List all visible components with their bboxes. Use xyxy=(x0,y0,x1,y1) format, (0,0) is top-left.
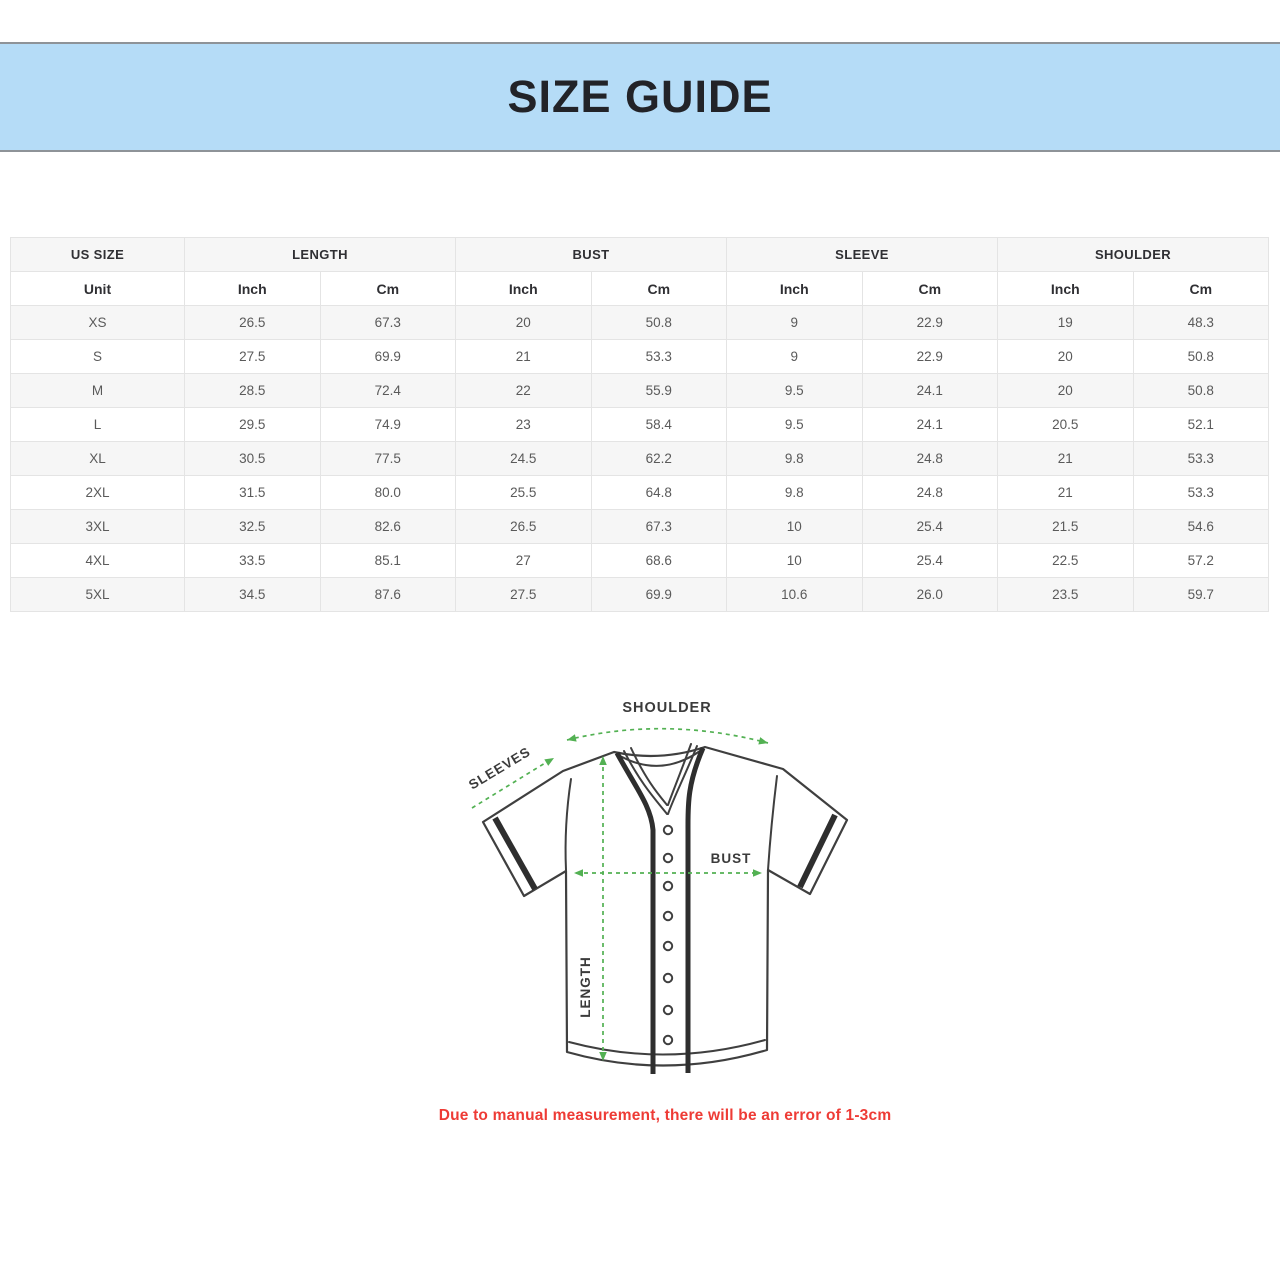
value-cell: 9.8 xyxy=(727,476,863,510)
value-cell: 72.4 xyxy=(320,374,456,408)
value-cell: 27 xyxy=(456,544,592,578)
value-cell: 26.0 xyxy=(862,578,998,612)
size-table-body xyxy=(11,306,1269,612)
value-cell: 74.9 xyxy=(320,408,456,442)
value-cell: 87.6 xyxy=(320,578,456,612)
size-table xyxy=(10,237,1269,612)
value-cell: 24.8 xyxy=(862,442,998,476)
shoulder-label: SHOULDER xyxy=(622,700,712,716)
value-cell: 24.8 xyxy=(862,476,998,510)
value-cell: 21 xyxy=(998,476,1134,510)
value-cell: 22.9 xyxy=(862,306,998,340)
value-cell: 64.8 xyxy=(591,476,727,510)
value-cell: 23 xyxy=(456,408,592,442)
column-header-shoulder: SHOULDER xyxy=(998,238,1269,272)
value-cell: 54.6 xyxy=(1133,510,1269,544)
value-cell: 22.9 xyxy=(862,340,998,374)
value-cell: 24.5 xyxy=(456,442,592,476)
value-cell: 26.5 xyxy=(456,510,592,544)
bust-label: BUST xyxy=(710,851,752,866)
value-cell: 22.5 xyxy=(998,544,1134,578)
table-row xyxy=(11,544,1269,578)
table-unit-header-row xyxy=(11,272,1269,306)
value-cell: 23.5 xyxy=(998,578,1134,612)
jersey-outline xyxy=(483,747,847,1066)
value-cell: 53.3 xyxy=(1133,476,1269,510)
size-cell: S xyxy=(11,340,185,374)
value-cell: 53.3 xyxy=(1133,442,1269,476)
value-cell: 69.9 xyxy=(591,578,727,612)
value-cell: 68.6 xyxy=(591,544,727,578)
table-row xyxy=(11,374,1269,408)
value-cell: 20.5 xyxy=(998,408,1134,442)
value-cell: 50.8 xyxy=(591,306,727,340)
value-cell: 67.3 xyxy=(591,510,727,544)
table-row xyxy=(11,442,1269,476)
value-cell: 55.9 xyxy=(591,374,727,408)
value-cell: 27.5 xyxy=(456,578,592,612)
value-cell: 19 xyxy=(998,306,1134,340)
value-cell: 24.1 xyxy=(862,408,998,442)
value-cell: 21 xyxy=(998,442,1134,476)
value-cell: 82.6 xyxy=(320,510,456,544)
value-cell: 58.4 xyxy=(591,408,727,442)
value-cell: 33.5 xyxy=(185,544,321,578)
value-cell: 62.2 xyxy=(591,442,727,476)
value-cell: 31.5 xyxy=(185,476,321,510)
unit-header-inch: Inch xyxy=(727,272,863,306)
unit-header-cm: Cm xyxy=(1133,272,1269,306)
value-cell: 48.3 xyxy=(1133,306,1269,340)
value-cell: 50.8 xyxy=(1133,340,1269,374)
page-title: SIZE GUIDE xyxy=(507,71,773,122)
value-cell: 34.5 xyxy=(185,578,321,612)
size-cell: XL xyxy=(11,442,185,476)
value-cell: 57.2 xyxy=(1133,544,1269,578)
table-row xyxy=(11,476,1269,510)
value-cell: 25.4 xyxy=(862,510,998,544)
value-cell: 53.3 xyxy=(591,340,727,374)
column-header-length: LENGTH xyxy=(185,238,456,272)
value-cell: 67.3 xyxy=(320,306,456,340)
value-cell: 22 xyxy=(456,374,592,408)
value-cell: 10.6 xyxy=(727,578,863,612)
column-header-us-size: US SIZE xyxy=(11,238,185,272)
value-cell: 85.1 xyxy=(320,544,456,578)
table-row xyxy=(11,340,1269,374)
size-cell: 5XL xyxy=(11,578,185,612)
table-group-header-row xyxy=(11,238,1269,272)
column-header-sleeve: SLEEVE xyxy=(727,238,998,272)
value-cell: 77.5 xyxy=(320,442,456,476)
jersey-measurement-diagram xyxy=(450,690,880,1092)
unit-header-cm: Cm xyxy=(862,272,998,306)
table-row xyxy=(11,408,1269,442)
column-header-bust: BUST xyxy=(456,238,727,272)
measurement-disclaimer: Due to manual measurement, there will be an error of 1-3cm xyxy=(438,1107,892,1124)
value-cell: 9.8 xyxy=(727,442,863,476)
value-cell: 21.5 xyxy=(998,510,1134,544)
shoulder-measure-line xyxy=(567,729,768,743)
length-label: LENGTH xyxy=(578,956,593,1018)
size-cell: M xyxy=(11,374,185,408)
value-cell: 80.0 xyxy=(320,476,456,510)
unit-header-inch: Inch xyxy=(185,272,321,306)
value-cell: 32.5 xyxy=(185,510,321,544)
value-cell: 24.1 xyxy=(862,374,998,408)
unit-header: Unit xyxy=(11,272,185,306)
unit-header-inch: Inch xyxy=(998,272,1134,306)
size-guide-banner xyxy=(0,42,1280,152)
value-cell: 27.5 xyxy=(185,340,321,374)
size-cell: 4XL xyxy=(11,544,185,578)
size-cell: XS xyxy=(11,306,185,340)
sleeves-label: SLEEVES xyxy=(466,743,534,793)
value-cell: 25.4 xyxy=(862,544,998,578)
value-cell: 9 xyxy=(727,306,863,340)
value-cell: 20 xyxy=(456,306,592,340)
size-table-section xyxy=(10,237,1268,612)
value-cell: 10 xyxy=(727,510,863,544)
value-cell: 52.1 xyxy=(1133,408,1269,442)
value-cell: 9 xyxy=(727,340,863,374)
value-cell: 30.5 xyxy=(185,442,321,476)
value-cell: 9.5 xyxy=(727,374,863,408)
value-cell: 50.8 xyxy=(1133,374,1269,408)
unit-header-inch: Inch xyxy=(456,272,592,306)
value-cell: 20 xyxy=(998,340,1134,374)
size-cell: 2XL xyxy=(11,476,185,510)
value-cell: 21 xyxy=(456,340,592,374)
value-cell: 10 xyxy=(727,544,863,578)
value-cell: 25.5 xyxy=(456,476,592,510)
unit-header-cm: Cm xyxy=(320,272,456,306)
value-cell: 69.9 xyxy=(320,340,456,374)
value-cell: 20 xyxy=(998,374,1134,408)
table-row xyxy=(11,510,1269,544)
table-row xyxy=(11,306,1269,340)
table-row xyxy=(11,578,1269,612)
value-cell: 59.7 xyxy=(1133,578,1269,612)
unit-header-cm: Cm xyxy=(591,272,727,306)
size-cell: L xyxy=(11,408,185,442)
value-cell: 28.5 xyxy=(185,374,321,408)
value-cell: 29.5 xyxy=(185,408,321,442)
value-cell: 9.5 xyxy=(727,408,863,442)
value-cell: 26.5 xyxy=(185,306,321,340)
size-cell: 3XL xyxy=(11,510,185,544)
